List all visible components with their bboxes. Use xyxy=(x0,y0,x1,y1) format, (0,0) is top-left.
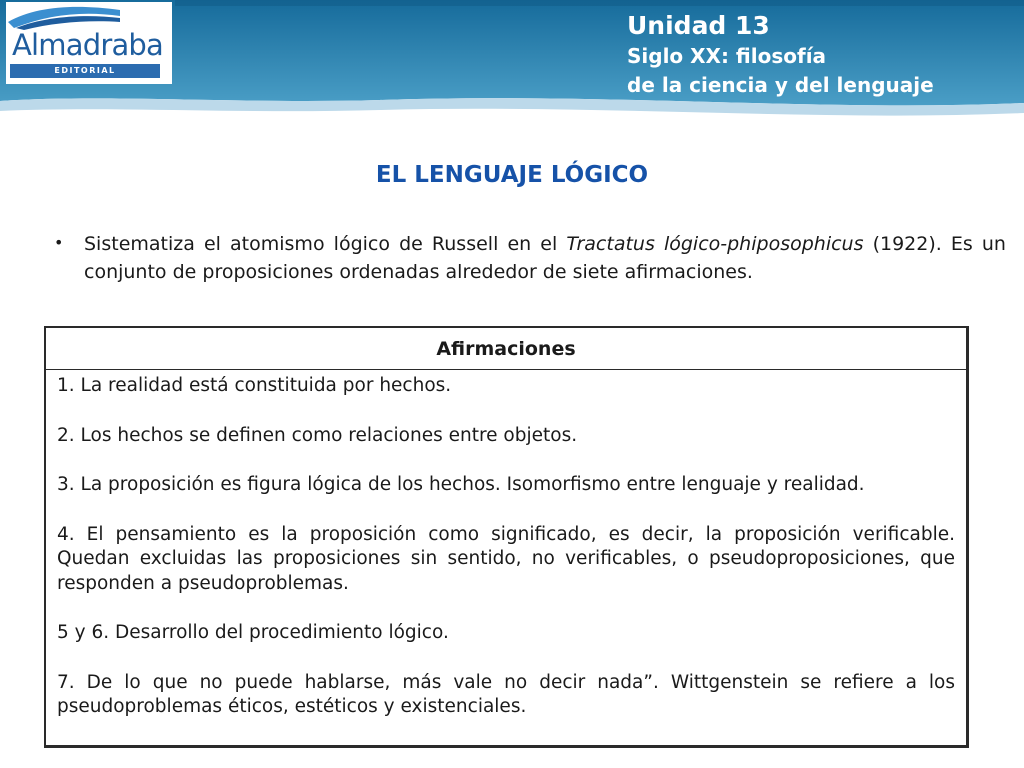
bullet-paragraph xyxy=(50,230,1006,286)
affirmation-item-2: 2. Los hechos se definen como relaciones entre objetos. xyxy=(57,424,578,446)
affirmation-item-1: 1. La realidad está constituida por hechos. xyxy=(57,375,452,396)
affirmation-item-5-6: 5 y 6. Desarrollo del procedimiento lógico. xyxy=(57,622,449,643)
affirmation-item-3: 3. La proposición es figura lógica de los hechos. Isomorfismo entre lenguaje y realidad. xyxy=(57,474,865,495)
table-header: Afirmaciones xyxy=(46,328,966,370)
unit-heading xyxy=(627,10,934,100)
bullet-text xyxy=(84,230,1006,286)
table-body xyxy=(46,370,966,720)
bullet-icon: • xyxy=(54,233,64,252)
slide-title: EL LENGUAJE LÓGICO xyxy=(375,162,649,188)
logo-tagline: EDITORIAL xyxy=(10,64,160,78)
wave-icon xyxy=(6,2,122,30)
unit-number: Unidad 13 xyxy=(627,11,770,40)
unit-subtitle-line-2: de la ciencia y del lenguaje xyxy=(627,73,934,97)
unit-subtitle-line-1: Siglo XX: filosofía xyxy=(627,44,827,68)
affirmation-item-4: 4. El pensamiento es la proposición como significado, es decir, la proposición verificable. Quedan excluidas las proposiciones sin sentido, no verificables, o pseudoproposiciones, que responden a pseudoproblemas. xyxy=(57,523,955,594)
bullet-text-before: Sistematiza el atomismo lógico de Russell en el xyxy=(84,233,567,255)
affirmations-table xyxy=(44,326,969,748)
bullet-text-after: (1922). Es un conjunto de proposiciones ordenadas alrededor de siete afirmaciones. xyxy=(84,233,1006,283)
affirmation-item-7: 7. De lo que no puede hablarse, más vale no decir nada”. Wittgenstein se refiere a los pseudoproblemas éticos, estéticos y existenciales. xyxy=(57,671,955,717)
almadraba-logo xyxy=(6,2,172,84)
logo-wordmark: Almadraba xyxy=(12,28,163,62)
header-banner xyxy=(0,0,1024,135)
work-title: Tractatus lógico-phiposophicus xyxy=(566,233,864,255)
